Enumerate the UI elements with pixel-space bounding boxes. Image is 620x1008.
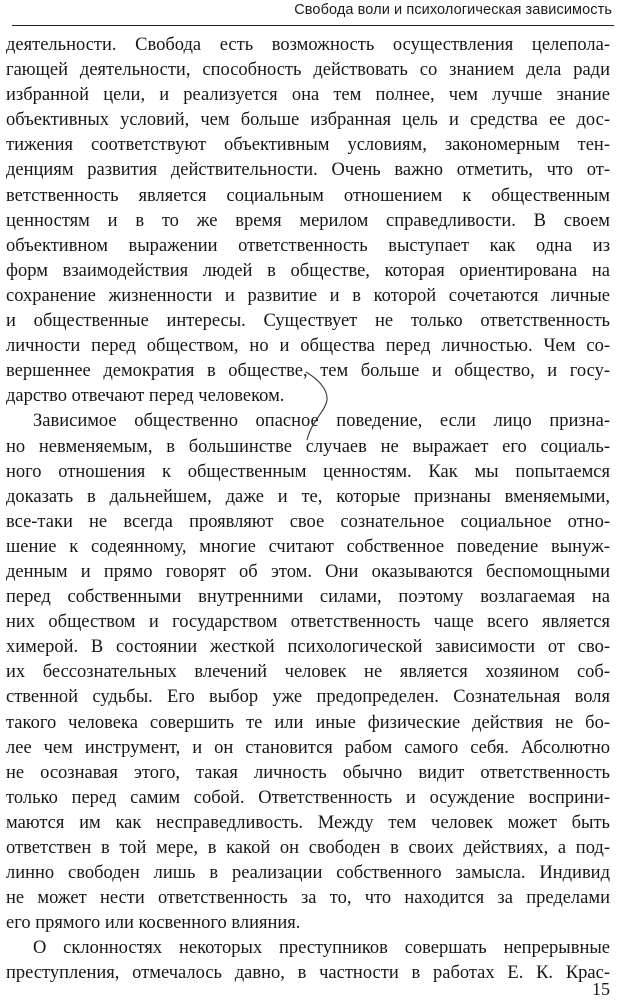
text-line: и общественные интересы. Существует не только ответственность — [6, 311, 610, 332]
text-line: избранной цели, и реализуется она тем полнее, чем лучше знание — [6, 85, 610, 106]
text-line: ответствен в той мере, в какой он свободен в своих действиях, а под- — [6, 838, 610, 858]
text-line: Зависимое общественно опасное поведение, если лицо призна- — [33, 411, 610, 432]
text-line: только перед самим собой. Ответственность и осуждение восприни- — [6, 787, 610, 808]
text-line: перед собственными внутренними силами, поэтому возлагаемая на — [6, 587, 610, 608]
paragraph-1 — [6, 33, 610, 409]
text-line: химерой. В состоянии жесткой психологической зависимости от сво- — [6, 637, 610, 658]
text-line: ственной судьбы. Его выбор уже предопределен. Сознательная воля — [6, 687, 610, 708]
text-line: гающей деятельности, способность действовать со знанием дела ради — [6, 60, 610, 81]
text-line: такого человека совершить те или иные физические действия не бо- — [6, 712, 610, 733]
text-line: них обществом и государством ответственность чаще всего является — [6, 612, 610, 633]
text-line: тижения соответствуют объективным условиям, закономерным тен- — [6, 135, 610, 156]
text-line: ценностям и в то же время мерилом справедливости. В своем — [6, 210, 610, 231]
text-line: все-таки не всегда проявляют свое сознательное социальное отно- — [6, 511, 610, 532]
text-line: объективном выражении ответственность выступает как одна из — [6, 235, 610, 256]
text-line: О склонностях некоторых преступников совершать непрерывные — [33, 938, 610, 959]
text-line: форм взаимодействия людей в обществе, которая ориентирована на — [6, 260, 610, 281]
text-line: не осознавая этого, такая личность обычно видит ответственность — [6, 762, 610, 783]
text-line: сохранение жизненности и развитие и в которой сочетаются личные — [6, 285, 610, 306]
text-line: деятельности. Свобода есть возможность осуществления целепола- — [6, 35, 610, 55]
text-line: их бессознательных влечений человек не является хозяином соб- — [6, 662, 610, 683]
header-rule — [12, 25, 614, 26]
body-text — [6, 33, 610, 987]
text-line: преступления, отмечалось давно, в частности в работах Е. К. Крас- — [6, 963, 610, 984]
text-line: маются им как несправедливость. Между тем человек может быть — [6, 812, 610, 833]
text-line: лее чем инструмент, и он становится рабом самого себя. Абсолютно — [6, 737, 610, 758]
text-line: линно свободен лишь в реализации собственного замысла. Индивид — [6, 863, 610, 884]
text-line: вершеннее демократия в обществе, тем больше и общество, и госу- — [6, 361, 610, 382]
page-number: 15 — [592, 979, 610, 999]
text-line: денным и прямо говорят об этом. Они оказываются беспомощными — [6, 561, 610, 582]
text-line: объективных условий, чем больше избранная цель и средства ее дос- — [6, 110, 610, 131]
text-line: денциям развития действительности. Очень важно отметить, что от- — [6, 160, 610, 181]
text-line: шение к содеянному, многие считают собственное поведение вынуж- — [6, 536, 610, 557]
paragraph-3 — [6, 936, 610, 986]
text-line: но невменяемым, в большинстве случаев не выражает его социаль- — [6, 436, 610, 457]
paragraph-2 — [6, 409, 610, 936]
text-line: ного отношения к общественным ценностям. Как мы попытаемся — [6, 461, 610, 482]
text-line: личности перед обществом, но и общества перед личностью. Чем со- — [6, 336, 610, 357]
text-line: не может нести ответственность за то, что находится за пределами — [6, 888, 610, 909]
text-line: доказать в дальнейшем, даже и те, которые признаны вменяемыми, — [6, 486, 610, 507]
text-line: дарство отвечают перед человеком. — [6, 386, 285, 407]
running-head: Свобода воли и психологическая зависимость — [294, 2, 612, 18]
text-line: ветственность является социальным отношением к общественным — [6, 185, 610, 206]
text-line: его прямого или косвенного влияния. — [6, 913, 301, 934]
